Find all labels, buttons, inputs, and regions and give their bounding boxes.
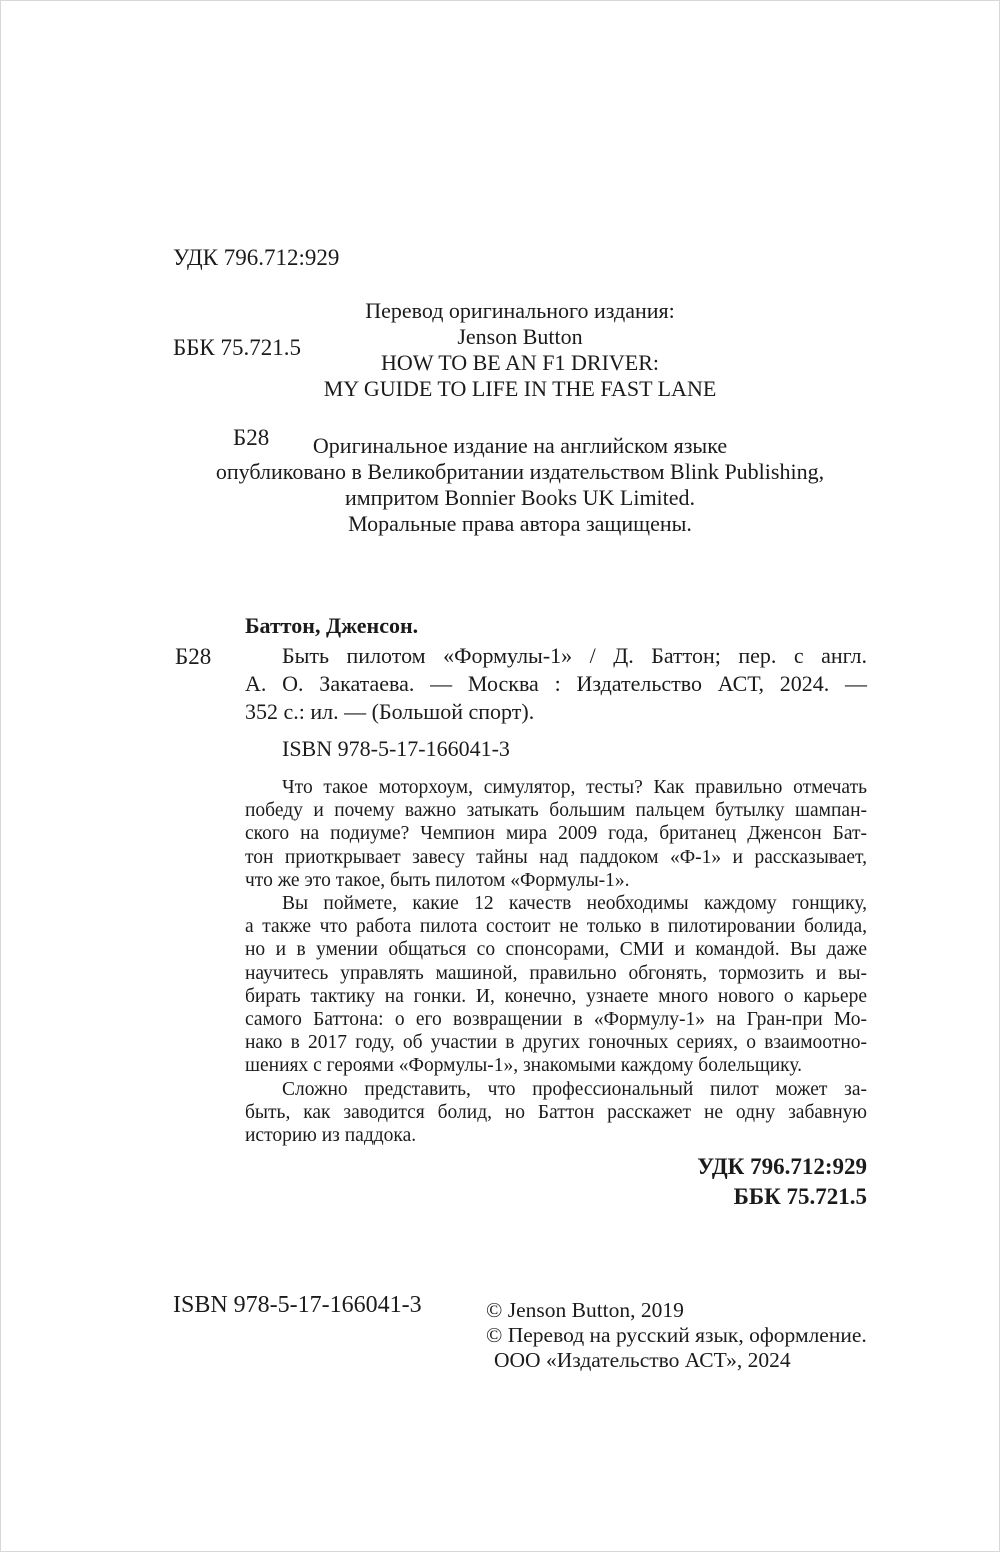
original-title-line: HOW TO BE AN F1 DRIVER:	[380, 350, 660, 375]
bbk-code-right: ББК 75.721.5	[733, 1184, 867, 1209]
annotation-line: бирать тактику на гонки. И, конечно, узнаете много нового о карьере	[245, 985, 867, 1007]
translation-note	[173, 298, 867, 402]
catalog-author-heading: Баттон, Дженсон.	[245, 613, 419, 638]
translation-note-line: Перевод оригинального издания:	[365, 298, 675, 323]
annotation-line: Что такое моторхоум, симулятор, тесты? Как правильно отмечать	[282, 777, 867, 798]
copyright-translation-line: © Перевод на русский язык, оформление.	[486, 1323, 867, 1347]
annotation-block	[245, 776, 867, 1147]
annotation-line: ского на подиуме? Чемпион мира 2009 года, британец Дженсон Бат-	[245, 823, 867, 845]
annotation-line: но и в умении общаться со спонсорами, СМИ и командой. Вы даже	[245, 939, 867, 961]
udc-code-right: УДК 796.712:929	[697, 1154, 867, 1179]
annotation-line: победу и почему важно затыкать большим пальцем бутылку шампан-	[245, 800, 867, 822]
annotation-line: самого Баттона: о его возвращении в «Формулу-1» на Гран-при Мо-	[245, 1009, 867, 1031]
catalog-margin-code: Б28	[175, 644, 212, 669]
annotation-line: историю из паддока.	[245, 1125, 417, 1147]
udc-code: УДК 796.712:929	[173, 245, 340, 270]
annotation-line: научитесь управлять машиной, правильно обгонять, тормозить и вы-	[245, 962, 867, 984]
copyright-author-line: © Jenson Button, 2019	[486, 1298, 684, 1322]
footer-copyright-block	[486, 1298, 867, 1373]
original-author-name: Jenson Button	[457, 324, 583, 349]
footer-isbn: ISBN 978-5-17-166041-3	[173, 1292, 422, 1318]
catalog-description-line: 352 с.: ил. — (Большой спорт).	[245, 699, 535, 724]
annotation-line: что же это такое, быть пилотом «Формулы-1».	[245, 869, 630, 891]
annotation-line: Вы поймете, какие 12 качеств необходимы каждому гонщику,	[282, 893, 867, 915]
annotation-line: шениях с героями «Формулы-1», знакомыми каждому болельщику.	[245, 1055, 803, 1077]
original-edition-line: импритом Bonnier Books UK Limited.	[344, 485, 696, 510]
bbk-code: ББК 75.721.5	[173, 335, 302, 360]
annotation-line: быть, как заводится болид, но Баттон расскажет не одну забавную	[245, 1101, 867, 1123]
moral-rights-line: Моральные права автора защищены.	[348, 511, 692, 536]
original-subtitle-line: MY GUIDE TO LIFE IN THE FAST LANE	[323, 376, 717, 401]
bottom-bibliographic-codes	[245, 1152, 867, 1212]
author-sign-code: Б28	[233, 425, 270, 450]
annotation-line: Сложно представить, что профессиональный пилот может за-	[282, 1078, 867, 1100]
original-edition-line: опубликовано в Великобритании издательством Blink Publishing,	[215, 459, 825, 484]
annotation-line: а также что работа пилота состоит не только в пилотировании болида,	[245, 916, 867, 938]
catalog-description	[245, 642, 867, 726]
catalog-isbn: ISBN 978-5-17-166041-3	[282, 736, 510, 761]
annotation-line: нако в 2017 году, об участии в других гоночных сериях, о взаимоотно-	[245, 1032, 867, 1054]
catalog-description-line: А. О. Закатаева. — Москва : Издательство АСТ, 2024. —	[245, 671, 867, 696]
catalog-description-line: Быть пилотом «Формулы-1» / Д. Баттон; пер. с англ.	[282, 643, 867, 668]
original-edition-line: Оригинальное издание на английском языке	[312, 433, 728, 458]
annotation-line: тон приоткрывает завесу тайны над паддоком «Ф-1» и рассказывает,	[245, 846, 867, 868]
original-edition-note	[173, 433, 867, 537]
copyright-publisher-line: ООО «Издательство АСТ», 2024	[494, 1348, 791, 1372]
